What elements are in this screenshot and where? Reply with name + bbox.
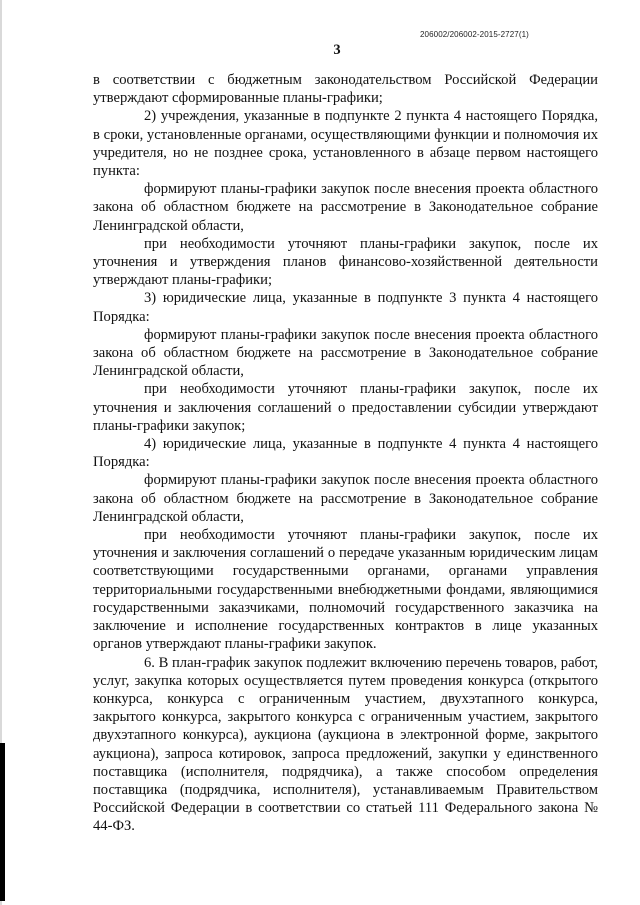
paragraph-refine-plans: при необходимости уточняют планы-графики закупок, после их уточнения и заключения соглашений о предоставлении субсидии утверждают планы-графики закупок; xyxy=(93,381,598,434)
page-number: 3 xyxy=(333,42,341,58)
document-body xyxy=(93,71,598,836)
paragraph-form-plans: формируют планы-графики закупок после внесения проекта областного закона об областном бюджете на рассмотрение в Законодательное собрание Ленинградской области, xyxy=(93,472,598,525)
paragraph-continuation: в соответствии с бюджетным законодательством Российской Федерации утверждают сформированные планы-графики; xyxy=(93,72,598,107)
paragraph-item-2: 2) учреждения, указанные в подпункте 2 пункта 4 настоящего Порядка, в сроки, установленные органами, осуществляющими функции и полномочия их учредителя, но не позднее срока, установленного в абзаце первом настоящего пункта: xyxy=(93,108,598,180)
paragraph-section-6: 6. В план-график закупок подлежит включению перечень товаров, работ, услуг, закупка которых осуществляется путем проведения конкурса (открытого конкурса, конкурса с ограниченным участием, двухэтапного конкурса, закрытого конкурса, закрытого конкурса с ограниченным участием, закрытого двухэтапного конкурса), аукциона (аукциона в электронной форме, закрытого аукциона), запроса котировок, запроса предложений, закупки у единственного поставщика (исполнителя, подрядчика), а также способом определения поставщика (подрядчика, исполнителя), устанавливаемым Правительством Российской Федерации в соответствии со статьей 111 Федерального закона № 44-ФЗ. xyxy=(93,654,598,835)
paragraph-form-plans: формируют планы-графики закупок после внесения проекта областного закона об областном бюджете на рассмотрение в Законодательное собрание Ленинградской области, xyxy=(93,326,598,380)
document-id: 206002/206002-2015-2727(1) xyxy=(420,30,529,39)
paragraph-refine-plans: при необходимости уточняют планы-графики закупок, после их уточнения и заключения соглашений о передаче указанным юридическим лицам соответствующими государственными органами, органами управления территориальными государственными внебюджетными фондами, являющимися государственными заказчиками, полномочий государственного заказчика на заключение и исполнение государственных контрактов в лице указанных органов утверждают планы-графики закупок. xyxy=(93,527,598,653)
scan-margin-bar xyxy=(0,743,5,901)
paragraph-form-plans: формируют планы-графики закупок после внесения проекта областного закона об областном бюджете на рассмотрение в Законодательное собрание Ленинградской области, xyxy=(93,181,598,234)
paragraph-refine-plans: при необходимости уточняют планы-графики закупок, после их уточнения и утверждения планов финансово-хозяйственной деятельности утверждают планы-графики; xyxy=(93,235,598,289)
paragraph-item-3: 3) юридические лица, указанные в подпункте 3 пункта 4 настоящего Порядка: xyxy=(93,290,598,325)
paragraph-item-4: 4) юридические лица, указанные в подпункте 4 пункта 4 настоящего Порядка: xyxy=(93,436,598,471)
